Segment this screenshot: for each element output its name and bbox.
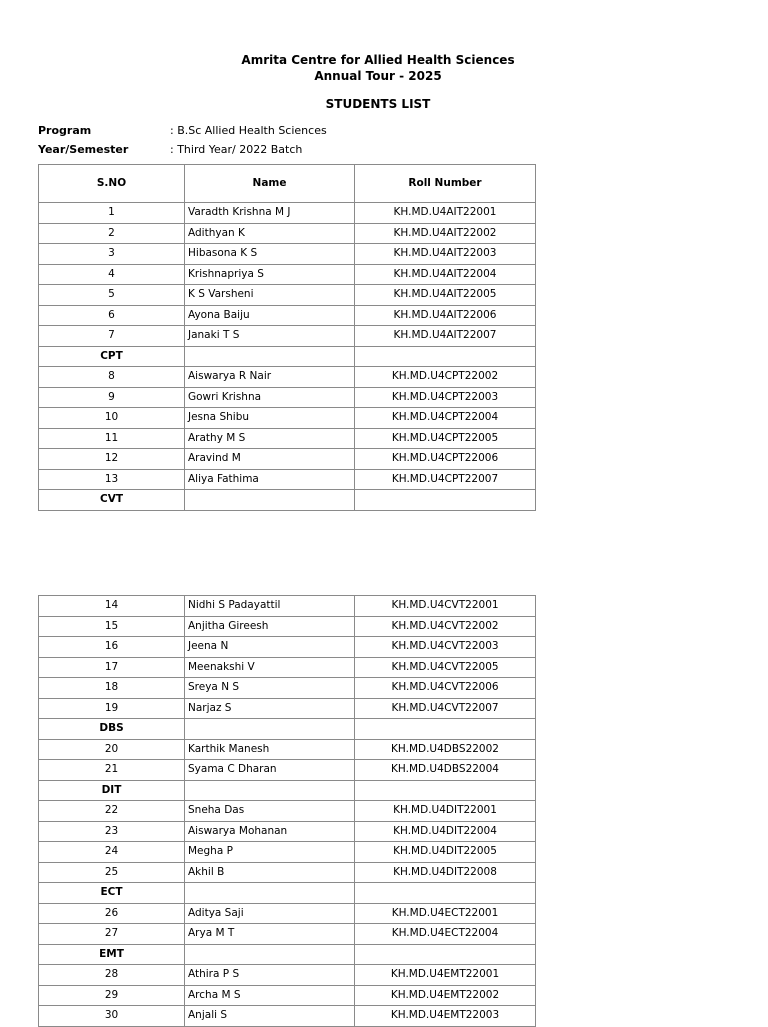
table-row: [39, 965, 536, 986]
table-row: [39, 842, 536, 863]
roll-cell: KH.MD.U4DBS22004: [355, 760, 536, 781]
sno-cell: 22: [39, 801, 185, 822]
name-cell: Athira P S: [185, 965, 355, 986]
year-row: [38, 143, 302, 156]
sno-cell: 10: [39, 408, 185, 429]
section-row: [39, 883, 536, 904]
name-cell: Gowri Krishna: [185, 387, 355, 408]
empty-cell: [355, 780, 536, 801]
name-cell: Aditya Saji: [185, 903, 355, 924]
name-cell: Sneha Das: [185, 801, 355, 822]
table-row: [39, 760, 536, 781]
table-row: [39, 903, 536, 924]
table-row: [39, 244, 536, 265]
institution-title: Amrita Centre for Allied Health Sciences: [241, 53, 515, 67]
students-table-1: [38, 164, 536, 511]
name-cell: Megha P: [185, 842, 355, 863]
name-cell: Janaki T S: [185, 326, 355, 347]
roll-cell: KH.MD.U4AIT22004: [355, 264, 536, 285]
name-cell: Aiswarya R Nair: [185, 367, 355, 388]
table-row: [39, 428, 536, 449]
empty-cell: [355, 719, 536, 740]
table-row: [39, 408, 536, 429]
roll-cell: KH.MD.U4AIT22005: [355, 285, 536, 306]
sno-cell: 2: [39, 223, 185, 244]
table-row: [39, 821, 536, 842]
name-cell: Adithyan K: [185, 223, 355, 244]
section-label: ECT: [39, 883, 185, 904]
table-row: [39, 678, 536, 699]
roll-cell: KH.MD.U4CVT22005: [355, 657, 536, 678]
sno-cell: 23: [39, 821, 185, 842]
name-header: Name: [185, 165, 355, 203]
roll-cell: KH.MD.U4DIT22001: [355, 801, 536, 822]
section-row: [39, 346, 536, 367]
sno-cell: 25: [39, 862, 185, 883]
sno-cell: 4: [39, 264, 185, 285]
name-cell: Anjali S: [185, 1006, 355, 1027]
sno-cell: 6: [39, 305, 185, 326]
name-cell: Ayona Baiju: [185, 305, 355, 326]
table-row: [39, 1006, 536, 1027]
roll-cell: KH.MD.U4CVT22003: [355, 637, 536, 658]
roll-cell: KH.MD.U4CVT22007: [355, 698, 536, 719]
section-row: [39, 719, 536, 740]
roll-cell: KH.MD.U4CVT22001: [355, 596, 536, 617]
table-row: [39, 985, 536, 1006]
empty-cell: [185, 346, 355, 367]
empty-cell: [355, 883, 536, 904]
roll-cell: KH.MD.U4AIT22001: [355, 203, 536, 224]
sno-cell: 12: [39, 449, 185, 470]
roll-cell: KH.MD.U4AIT22002: [355, 223, 536, 244]
sno-cell: 21: [39, 760, 185, 781]
table-row: [39, 657, 536, 678]
table-row: [39, 203, 536, 224]
sno-cell: 5: [39, 285, 185, 306]
sno-header: S.NO: [39, 165, 185, 203]
empty-cell: [185, 719, 355, 740]
program-label: Program: [38, 124, 92, 137]
name-cell: Varadth Krishna M J: [185, 203, 355, 224]
empty-cell: [355, 490, 536, 511]
program-value: : B.Sc Allied Health Sciences: [170, 124, 327, 137]
table-header-row: [39, 165, 536, 203]
name-cell: Jesna Shibu: [185, 408, 355, 429]
table-row: [39, 924, 536, 945]
section-label: DBS: [39, 719, 185, 740]
table-row: [39, 801, 536, 822]
sno-cell: 14: [39, 596, 185, 617]
sno-cell: 26: [39, 903, 185, 924]
name-cell: Aravind M: [185, 449, 355, 470]
table-row: [39, 596, 536, 617]
empty-cell: [185, 490, 355, 511]
sno-cell: 28: [39, 965, 185, 986]
roll-cell: KH.MD.U4DIT22005: [355, 842, 536, 863]
roll-cell: KH.MD.U4EMT22002: [355, 985, 536, 1006]
sno-cell: 13: [39, 469, 185, 490]
name-cell: Aliya Fathima: [185, 469, 355, 490]
table-row: [39, 739, 536, 760]
sno-cell: 18: [39, 678, 185, 699]
event-title: Annual Tour - 2025: [314, 69, 442, 83]
section-label: CPT: [39, 346, 185, 367]
roll-cell: KH.MD.U4AIT22006: [355, 305, 536, 326]
name-cell: Sreya N S: [185, 678, 355, 699]
program-row: [38, 124, 327, 137]
sno-cell: 29: [39, 985, 185, 1006]
roll-header: Roll Number: [355, 165, 536, 203]
year-label: Year/Semester: [38, 143, 129, 156]
table-row: [39, 264, 536, 285]
table-row: [39, 285, 536, 306]
table-row: [39, 449, 536, 470]
sno-cell: 17: [39, 657, 185, 678]
roll-cell: KH.MD.U4DBS22002: [355, 739, 536, 760]
sno-cell: 24: [39, 842, 185, 863]
sno-cell: 1: [39, 203, 185, 224]
empty-cell: [185, 780, 355, 801]
roll-cell: KH.MD.U4ECT22001: [355, 903, 536, 924]
sno-cell: 16: [39, 637, 185, 658]
sno-cell: 27: [39, 924, 185, 945]
sno-cell: 7: [39, 326, 185, 347]
sno-cell: 3: [39, 244, 185, 265]
sno-cell: 9: [39, 387, 185, 408]
empty-cell: [185, 883, 355, 904]
roll-cell: KH.MD.U4EMT22001: [355, 965, 536, 986]
roll-cell: KH.MD.U4EMT22003: [355, 1006, 536, 1027]
table-row: [39, 862, 536, 883]
name-cell: K S Varsheni: [185, 285, 355, 306]
roll-cell: KH.MD.U4AIT22003: [355, 244, 536, 265]
roll-cell: KH.MD.U4CPT22006: [355, 449, 536, 470]
sno-cell: 30: [39, 1006, 185, 1027]
sno-cell: 19: [39, 698, 185, 719]
name-cell: Hibasona K S: [185, 244, 355, 265]
table-row: [39, 616, 536, 637]
roll-cell: KH.MD.U4CVT22006: [355, 678, 536, 699]
section-row: [39, 780, 536, 801]
year-value: : Third Year/ 2022 Batch: [170, 143, 303, 156]
name-cell: Narjaz S: [185, 698, 355, 719]
name-cell: Jeena N: [185, 637, 355, 658]
table-row: [39, 637, 536, 658]
name-cell: Karthik Manesh: [185, 739, 355, 760]
list-title: STUDENTS LIST: [325, 97, 431, 111]
table-row: [39, 326, 536, 347]
section-label: DIT: [39, 780, 185, 801]
roll-cell: KH.MD.U4CPT22003: [355, 387, 536, 408]
empty-cell: [355, 944, 536, 965]
empty-cell: [355, 346, 536, 367]
section-row: [39, 944, 536, 965]
roll-cell: KH.MD.U4AIT22007: [355, 326, 536, 347]
name-cell: Krishnapriya S: [185, 264, 355, 285]
sno-cell: 11: [39, 428, 185, 449]
name-cell: Akhil B: [185, 862, 355, 883]
sno-cell: 20: [39, 739, 185, 760]
section-label: EMT: [39, 944, 185, 965]
name-cell: Meenakshi V: [185, 657, 355, 678]
name-cell: Arathy M S: [185, 428, 355, 449]
roll-cell: KH.MD.U4CPT22007: [355, 469, 536, 490]
students-table-2: [38, 595, 536, 1027]
name-cell: Aiswarya Mohanan: [185, 821, 355, 842]
roll-cell: KH.MD.U4CPT22005: [355, 428, 536, 449]
table-row: [39, 305, 536, 326]
table-row: [39, 698, 536, 719]
roll-cell: KH.MD.U4CPT22002: [355, 367, 536, 388]
name-cell: Anjitha Gireesh: [185, 616, 355, 637]
roll-cell: KH.MD.U4CPT22004: [355, 408, 536, 429]
roll-cell: KH.MD.U4CVT22002: [355, 616, 536, 637]
roll-cell: KH.MD.U4DIT22008: [355, 862, 536, 883]
section-row: [39, 490, 536, 511]
table-row: [39, 387, 536, 408]
roll-cell: KH.MD.U4DIT22004: [355, 821, 536, 842]
table-row: [39, 223, 536, 244]
table-row: [39, 469, 536, 490]
name-cell: Syama C Dharan: [185, 760, 355, 781]
name-cell: Nidhi S Padayattil: [185, 596, 355, 617]
section-label: CVT: [39, 490, 185, 511]
sno-cell: 8: [39, 367, 185, 388]
name-cell: Arya M T: [185, 924, 355, 945]
table-row: [39, 367, 536, 388]
empty-cell: [185, 944, 355, 965]
name-cell: Archa M S: [185, 985, 355, 1006]
sno-cell: 15: [39, 616, 185, 637]
roll-cell: KH.MD.U4ECT22004: [355, 924, 536, 945]
